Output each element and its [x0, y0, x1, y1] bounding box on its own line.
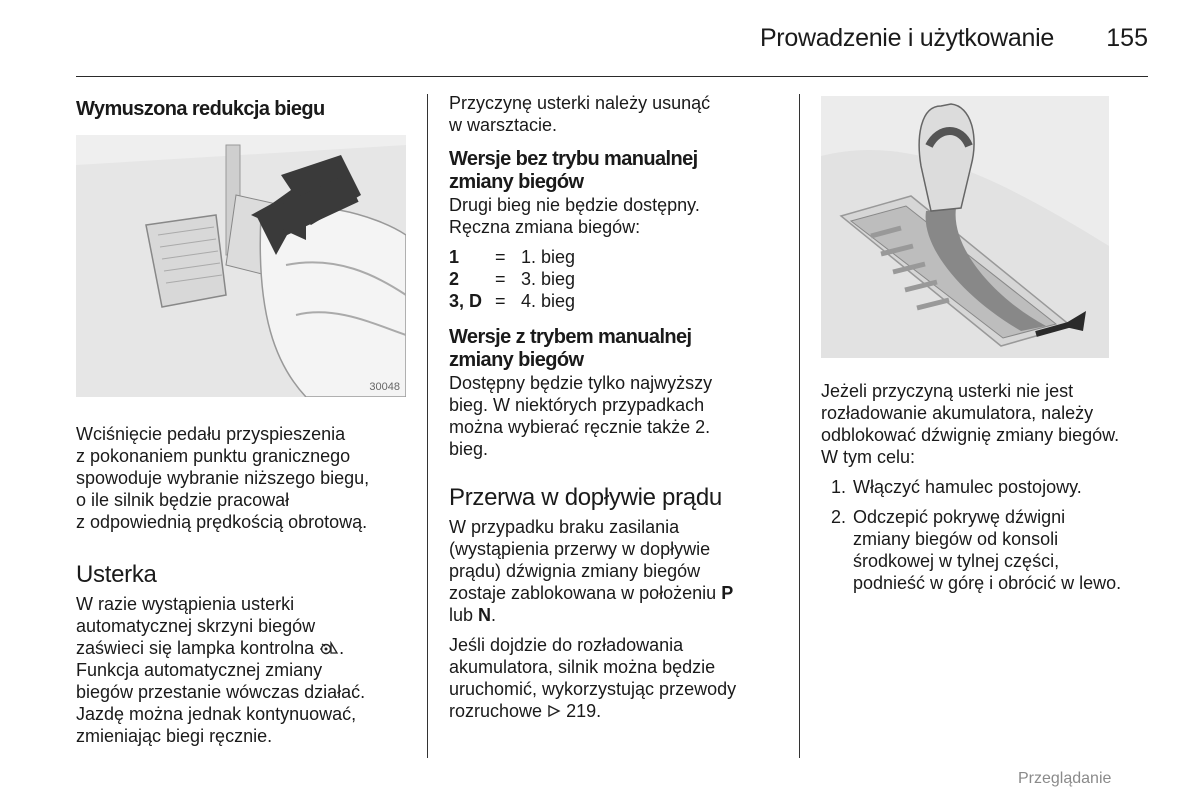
text-span: lub: [449, 605, 474, 625]
gear-row: [449, 246, 575, 268]
text-line: [449, 604, 779, 626]
text-line: Jeśli dojdzie do rozładowania: [449, 635, 684, 655]
text-line: można wybierać ręcznie także 2.: [449, 417, 711, 437]
text-span: zostaje zablokowana w położeniu: [449, 583, 717, 603]
text-line: zmiany biegów: [449, 171, 584, 193]
text-line: z pokonaniem punktu granicznego: [76, 446, 351, 466]
no-manual-paragraph: [449, 194, 779, 238]
section-heading: Wymuszona redukcja biegu: [76, 98, 325, 120]
text-line: zmiany biegów: [449, 349, 584, 371]
text-span: zaświeci się lampka kontrolna: [76, 638, 315, 658]
gear-table: [449, 246, 575, 312]
text-line: Dostępny będzie tylko najwyższy: [449, 373, 713, 393]
text-line: (wystąpienia przerwy w dopływie: [449, 539, 711, 559]
text-line: Jazdę można jednak kontynuować,: [76, 704, 357, 724]
text-line: Ręczna zmiana biegów:: [449, 217, 641, 237]
gear-key: 2: [449, 269, 460, 289]
kickdown-pedal-illustration: [76, 135, 406, 397]
text-line: Jeżeli przyczyną usterki nie jest: [821, 381, 1074, 401]
text-line: uruchomić, wykorzystując przewody: [449, 679, 737, 699]
figure-number: 30048: [369, 381, 400, 393]
text-span: .: [339, 638, 345, 658]
list-item: [821, 476, 1151, 498]
text-line: prądu) dźwignia zmiany biegów: [449, 561, 701, 581]
text-line: Wersje bez trybu manualnej: [449, 148, 698, 170]
text-span: .: [491, 605, 497, 625]
page-number: 155: [1106, 24, 1148, 52]
column-1: [76, 92, 406, 747]
text-line: bieg.: [449, 439, 489, 459]
text-line: W przypadku braku zasilania: [449, 517, 680, 537]
subheading-manual: [449, 326, 779, 372]
text-line: z odpowiednią prędkością obrotową.: [76, 512, 368, 532]
text-line: akumulatora, silnik można będzie: [449, 657, 716, 677]
text-line: [76, 637, 406, 659]
section-title-usterka: Usterka: [76, 561, 157, 588]
unlock-paragraph: [821, 380, 1151, 468]
gear-equals: =: [495, 269, 506, 289]
text-line: Odczepić pokrywę dźwigni: [853, 507, 1066, 527]
footer-watermark: Przeglądanie: [1018, 770, 1112, 787]
text-line: Włączyć hamulec postojowy.: [853, 477, 1082, 497]
subheading-no-manual: [449, 148, 779, 194]
text-line: [449, 582, 779, 604]
column-2: [449, 92, 779, 722]
text-line: w warsztacie.: [449, 115, 558, 135]
intro-paragraph: [449, 92, 779, 136]
text-line: podnieść w górę i obrócić w lewo.: [853, 573, 1122, 593]
section-title-power-failure: Przerwa w dopływie prądu: [449, 484, 722, 511]
kickdown-paragraph: [76, 423, 406, 533]
step-number: 1.: [831, 477, 847, 497]
gear-key: 3, D: [449, 291, 483, 311]
text-line: biegów przestanie wówczas działać.: [76, 682, 366, 702]
text-line: środkowej w tylnej części,: [853, 551, 1060, 571]
list-item: [821, 506, 1151, 594]
gear-lever-illustration: [821, 96, 1109, 358]
text-line: Funkcja automatycznej zmiany: [76, 660, 323, 680]
step-number: 2.: [831, 507, 847, 527]
gear-lever-drawing: [821, 96, 1109, 358]
text-line: automatycznej skrzyni biegów: [76, 616, 316, 636]
text-line: zmiany biegów od konsoli: [853, 529, 1059, 549]
chapter-title: Prowadzenie i użytkowanie: [759, 24, 1054, 52]
gear-value: 3. bieg: [521, 269, 576, 289]
text-line: rozładowanie akumulatora, należy: [821, 403, 1094, 423]
gear-row: [449, 268, 575, 290]
position-p: P: [721, 583, 734, 603]
gear-value: 4. bieg: [521, 291, 576, 311]
page-reference-arrow-icon[interactable]: [547, 704, 561, 718]
text-line: bieg. W niektórych przypadkach: [449, 395, 705, 415]
text-line: W razie wystąpienia usterki: [76, 594, 295, 614]
manual-paragraph: [449, 372, 779, 460]
text-line: [449, 700, 779, 722]
text-line: odblokować dźwignię zmiany biegów.: [821, 425, 1120, 445]
gear-key: 1: [449, 247, 460, 267]
text-line: o ile silnik będzie pracował: [76, 490, 290, 510]
gear-equals: =: [495, 291, 506, 311]
gear-value: 1. bieg: [521, 247, 576, 267]
text-line: W tym celu:: [821, 447, 916, 467]
text-line: Drugi bieg nie będzie dostępny.: [449, 195, 700, 215]
column-3: [821, 92, 1151, 602]
fault-paragraph: [76, 593, 406, 747]
pedal-drawing: [76, 135, 406, 397]
text-line: Wciśnięcie pedału przyspieszenia: [76, 424, 346, 444]
gear-equals: =: [495, 247, 506, 267]
column-divider: [427, 94, 428, 758]
power-paragraph: [449, 516, 779, 626]
position-n: N: [478, 605, 492, 625]
gear-row: [449, 290, 575, 312]
gearbox-warning-icon: [319, 641, 339, 655]
steps-list: [821, 476, 1151, 594]
text-line: Przyczynę usterki należy usunąć: [449, 93, 711, 113]
page-header: [76, 24, 1148, 77]
page-reference[interactable]: 219.: [566, 701, 602, 721]
text-line: spowoduje wybranie niższego biegu,: [76, 468, 370, 488]
battery-paragraph: [449, 634, 779, 722]
text-span: rozruchowe: [449, 701, 543, 721]
text-line: zmieniając biegi ręcznie.: [76, 726, 273, 746]
column-divider: [799, 94, 800, 758]
text-line: Wersje z trybem manualnej: [449, 326, 692, 348]
